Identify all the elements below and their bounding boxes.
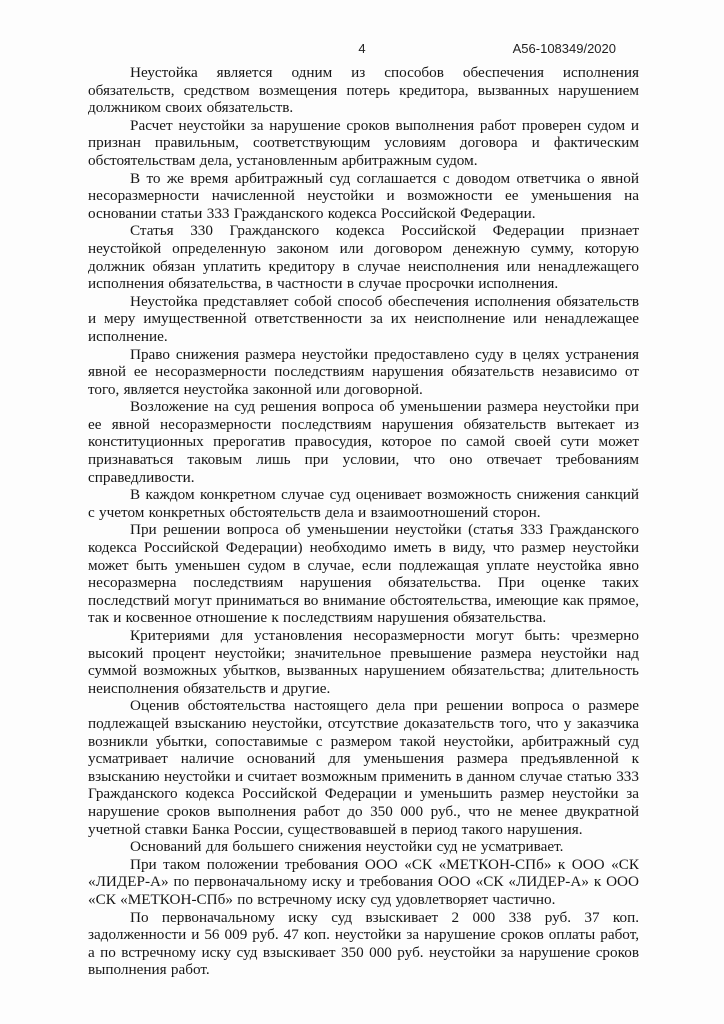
paragraph: Право снижения размера неустойки предоставлено суду в целях устранения явной ее несоразмерности последствиям нарушения обязательств независимо от того, является неустойка законной или договорной. xyxy=(88,345,639,398)
paragraph: При таком положении требования ООО «СК «МЕТКОН-СПб» к ООО «СК «ЛИДЕР-А» по первоначальному иску и требования ООО «СК «ЛИДЕР-А» к ООО «СК «МЕТКОН-СПб» по встречному иску суд удовлетворяет частично. xyxy=(88,855,639,908)
paragraph: Неустойка является одним из способов обеспечения исполнения обязательств, средством возмещения потерь кредитора, вызванных нарушением должником своих обязательств. xyxy=(88,64,639,117)
paragraph: Расчет неустойки за нарушение сроков выполнения работ проверен судом и признан правильным, соответствующим условиям договора и фактическим обстоятельствам дела, установленным арбитражным судом. xyxy=(88,116,639,169)
paragraph: Оценив обстоятельства настоящего дела при решении вопроса о размере подлежащей взысканию неустойки, отсутствие доказательств того, что у заказчика возникли убытки, сопоставимые с размером такой неустойки, арбитражный суд усматривает наличие оснований для уменьшения размера предъявленной к взысканию неустойки и считает возможным применить в данном случае статью 333 Гражданского кодекса Российской Федерации и уменьшить размер неустойки за нарушение сроков выполнения работ до 350 000 руб., что не менее двукратной учетной ставки Банка России, существовавшей в период такого нарушения. xyxy=(88,697,639,838)
paragraph: При решении вопроса об уменьшении неустойки (статья 333 Гражданского кодекса Российской Федерации) необходимо иметь в виду, что размер неустойки может быть уменьшен судом в случае, если подлежащая уплате неустойка явно несоразмерна последствиям нарушения обязательства. При оценке таких последствий могут приниматься во внимание обстоятельства, имеющие как прямое, так и косвенное отношение к последствиям нарушения обязательства. xyxy=(88,521,639,627)
paragraph: Неустойка представляет собой способ обеспечения исполнения обязательств и меру имущественной ответственности за их неисполнение или ненадлежащее исполнение. xyxy=(88,292,639,345)
paragraph: По первоначальному иску суд взыскивает 2 000 338 руб. 37 коп. задолженности и 56 009 руб. 47 коп. неустойки за нарушение сроков оплаты работ, а по встречному иску суд взыскивает 350 000 руб. неустойки за нарушение сроков выполнения работ. xyxy=(88,908,639,979)
paragraph: Возложение на суд решения вопроса об уменьшении размера неустойки при ее явной несоразмерности последствиям нарушения обязательств вытекает из конституционных прерогатив правосудия, которое по самой своей сути может признаваться таковым лишь при условии, что оно отвечает требованиям справедливости. xyxy=(88,398,639,486)
paragraph: В каждом конкретном случае суд оценивает возможность снижения санкций с учетом конкретных обстоятельств дела и взаимоотношений сторон. xyxy=(88,486,639,521)
paragraph: Оснований для большего снижения неустойки суд не усматривает. xyxy=(130,838,564,856)
page-header xyxy=(0,41,724,57)
page-number: 4 xyxy=(358,41,366,56)
document-body xyxy=(88,64,639,979)
paragraph: Статья 330 Гражданского кодекса Российской Федерации признает неустойкой определенную законом или договором денежную сумму, которую должник обязан уплатить кредитору в случае неисполнения или ненадлежащего исполнения обязательства, в частности в случае просрочки исполнения. xyxy=(88,222,639,293)
paragraph: В то же время арбитражный суд соглашается с доводом ответчика о явной несоразмерности начисленной неустойки и возможности ее уменьшения на основании статьи 333 Гражданского кодекса Российской Федерации. xyxy=(88,169,639,222)
case-number: А56-108349/2020 xyxy=(512,41,616,56)
paragraph: Критериями для установления несоразмерности могут быть: чрезмерно высокий процент неустойки; значительное превышение размера неустойки над суммой возможных убытков, вызванных нарушением обязательства; длительность неисполнения обязательств и другие. xyxy=(88,627,639,697)
